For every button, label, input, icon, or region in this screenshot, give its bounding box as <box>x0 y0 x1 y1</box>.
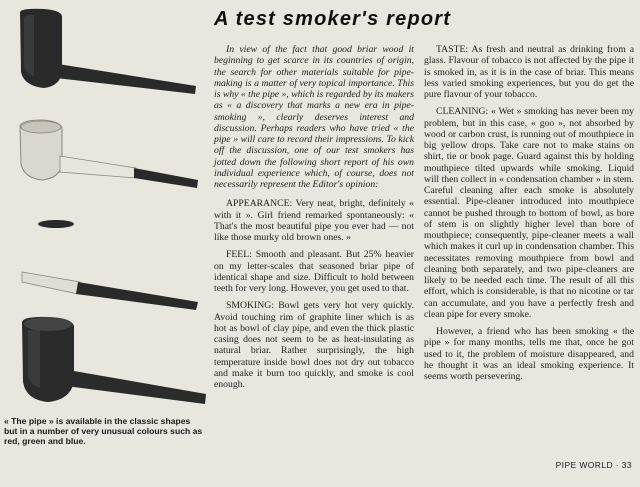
pipe-fragment-illustration <box>36 218 76 230</box>
paragraph-cleaning: CLEANING: « Wet » smoking has never been my problem, but in this case, « goo », not absorbed by wood or carbon crust, is running out of mouthpiece in big yellow drops. Take care not to make stains on shirt, tie or book page. Guard against this by holding mouthpiece tilted upwards while smoking. Liquid will then collect in « condensation chamber » in stem. Careful cleaning after each smoke is absolutely essential. Pipe-cleaner introduced into mouthpiece cannot be pushed through to bottom of bowl, as bore of stem is on slightly higher level than bore of mouthpiece; consequently, pipe-cleaner meets a wall which makes it curl up in condensation chamber. This necessitates removing mouthpiece from bowl and cleaning both separately, and two pipe-cleaners are likely to be needed each time. The result of all this effort, which is considerable, is that no nicotine or tar can accumulate, and you have a perfectly fresh and clean pipe for every smoke. <box>424 106 634 320</box>
dark-pipe-illustration-1 <box>14 6 199 101</box>
article-column-left <box>214 44 414 396</box>
paragraph-taste: TASTE: As fresh and neutral as drinking from a glass. Flavour of tobacco is not affected by the pipe it is smoked in, as it is in the case of briar. This means less varied smoking experiences, but you do get the pure flavour of your tobacco. <box>424 44 634 100</box>
paragraph-smoking: SMOKING: Bowl gets very hot very quickly. Avoid touching rim of graphite liner which is as hot as bowl of clay pipe, and even the thick plastic casing does not seem to be as heat-insulating as natural briar. Rather surprisingly, the high temperature inside bowl does not dry out tobacco and make it burn too quickly, and smoke is cool enough. <box>214 300 414 390</box>
paragraph-feel: FEEL: Smooth and pleasant. But 25% heavier on my letter-scales that seasoned briar pipe of identical shape and size. Difficult to hold between teeth for very long. However, you get used to that. <box>214 249 414 294</box>
illustration-caption: « The pipe » is available in the classic shapes but in a number of very unusual colours such as red, green and blue. <box>4 416 203 446</box>
dark-pipe-illustration-2 <box>18 314 208 414</box>
light-pipe-illustration <box>16 116 201 196</box>
article-intro: In view of the fact that good briar wood it beginning to get scarce in its countries of origin, the search for other materials suitable for pipe-making is a matter of very topical importance. This is why « the pipe », which is regarded by its makers as « a discovery that marks a new era in pipe-smoking », clearly deserves interest and discussion. Perhaps readers who have tried « the pipe » will care to record their impressions. To kick off the discussion, one of our test smokers has jotted down the following short report of his own individual experience which, of course, does not necessarily represent the Editor's opinion: <box>214 44 415 190</box>
article-title: A test smoker's report <box>214 8 452 30</box>
paragraph-appearance: APPEARANCE: Very neat, bright, definitely « with it ». Girl friend remarked spontaneously: « That's the most beautiful pipe you ever had — not like those murky old brown ones. » <box>214 198 414 243</box>
paragraph-conclusion: However, a friend who has been smoking « the pipe » for many months, tells me that, once he got used to it, the problem of moisture disappeared, and he thought it was an ideal smoking experience. It seems worth persevering. <box>424 326 634 382</box>
article-column-right <box>424 44 634 388</box>
pipe-with-light-shank-illustration <box>20 268 200 313</box>
page-footer: PIPE WORLD · 33 <box>555 460 632 470</box>
